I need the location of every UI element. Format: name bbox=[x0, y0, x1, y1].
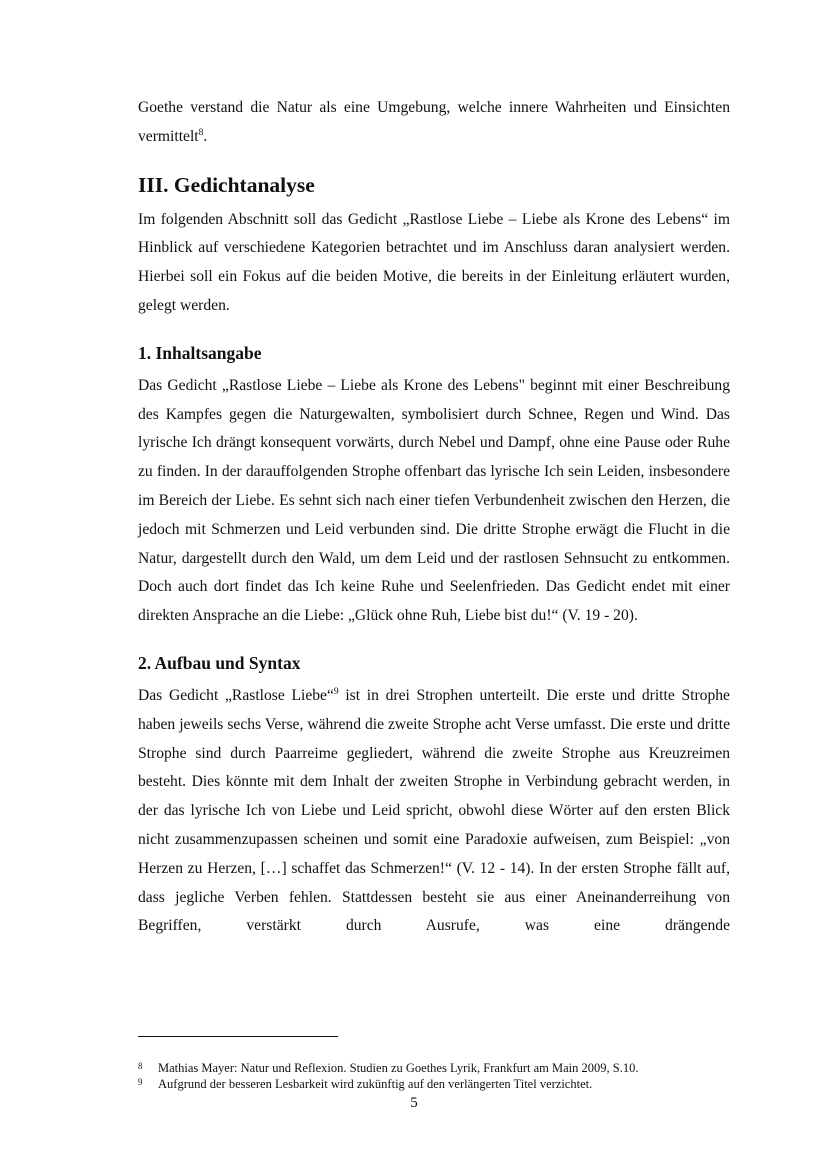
footnote-9 bbox=[138, 1076, 730, 1092]
aufbau-text-rest: ist in drei Strophen unterteilt. Die erste und dritte Strophe haben jeweils sechs Verse, während die zweite Strophe acht Verse umfasst. Die erste und dritte Strophe sind durch Paarreime gegliedert, während die zweite Strophe aus Kreuzreimen besteht. Dies könnte mit dem Inhalt der zweiten Strophe in Verbindung gebracht werden, in der das lyrische Ich von Liebe und Leid spricht, obwohl diese Wörter auf den ersten Blick nicht zusammenzupassen scheinen und somit eine Paradoxie aufweisen, zum Beispiel: „von Herzen zu Herzen, […] schaffet das Schmerzen!“ (V. 12 - 14). In der ersten Strophe fällt auf, dass jegliche Verben fehlen. Stattdessen besteht sie aus einer Aneinanderreihung von Begriffen, verstärkt durch Ausrufe, was eine drängende bbox=[138, 686, 730, 935]
footnote-divider bbox=[138, 1036, 338, 1037]
intro-end: . bbox=[203, 127, 208, 145]
section-paragraph-gedichtanalyse: Im folgenden Abschnitt soll das Gedicht „Rastlose Liebe – Liebe als Krone des Lebens“ im Hinblick auf verschiedene Kategorien betrachtet und im Anschluss daran analysiert werden. Hierbei soll ein Fokus auf die beiden Motive, die bereits in der Einleitung erläutert wurden, gelegt werden. bbox=[138, 210, 730, 314]
aufbau-text-start: Das Gedicht „Rastlose Liebe“ bbox=[138, 686, 334, 704]
page-number: 5 bbox=[410, 1095, 418, 1111]
page-content bbox=[138, 94, 730, 941]
section-heading-gedichtanalyse: III. Gedichtanalyse bbox=[138, 172, 315, 197]
subsection-heading-aufbau: 2. Aufbau und Syntax bbox=[138, 652, 301, 673]
footnote-number: 9 bbox=[138, 1077, 143, 1087]
footnote-text: Mathias Mayer: Natur und Reflexion. Studien zu Goethes Lyrik, Frankfurt am Main 2009, S.10. bbox=[158, 1061, 639, 1075]
footnote-ref-9[interactable]: 9 bbox=[333, 686, 339, 697]
footnote-ref-8[interactable]: 8 bbox=[198, 127, 204, 138]
footnotes bbox=[138, 1060, 730, 1092]
footnote-8 bbox=[138, 1060, 730, 1076]
footnote-text: Aufgrund der besseren Lesbarkeit wird zukünftig auf den verlängerten Titel verzichtet. bbox=[158, 1077, 593, 1091]
intro-paragraph bbox=[138, 94, 730, 152]
subsection-paragraph-aufbau bbox=[138, 682, 730, 941]
subsection-paragraph-inhaltsangabe: Das Gedicht „Rastlose Liebe – Liebe als Krone des Lebens" beginnt mit einer Beschreibung des Kampfes gegen die Naturgewalten, symbolisiert durch Schnee, Regen und Wind. Das lyrische Ich drängt konsequent vorwärts, durch Nebel und Dampf, ohne eine Pause oder Ruhe zu finden. In der darauffolgenden Strophe offenbart das lyrische Ich sein Leiden, insbesondere im Bereich der Liebe. Es sehnt sich nach einer tiefen Verbundenheit zwischen den Herzen, die jedoch mit Schmerzen und Leid verbunden sind. Die dritte Strophe erwägt die Flucht in die Natur, dargestellt durch den Wald, um dem Leid und der rastlosen Sehnsucht zu entkommen. Doch auch dort findet das Ich keine Ruhe und Seelenfrieden. Das Gedicht endet mit einer direkten Ansprache an die Liebe: „Glück ohne Ruh, Liebe bist du!“ (V. 19 - 20). bbox=[138, 376, 730, 625]
intro-text: Goethe verstand die Natur als eine Umgebung, welche innere Wahrheiten und Einsichten vermittelt bbox=[138, 99, 730, 145]
subsection-heading-inhaltsangabe: 1. Inhaltsangabe bbox=[138, 342, 262, 363]
footnote-number: 8 bbox=[138, 1061, 143, 1071]
